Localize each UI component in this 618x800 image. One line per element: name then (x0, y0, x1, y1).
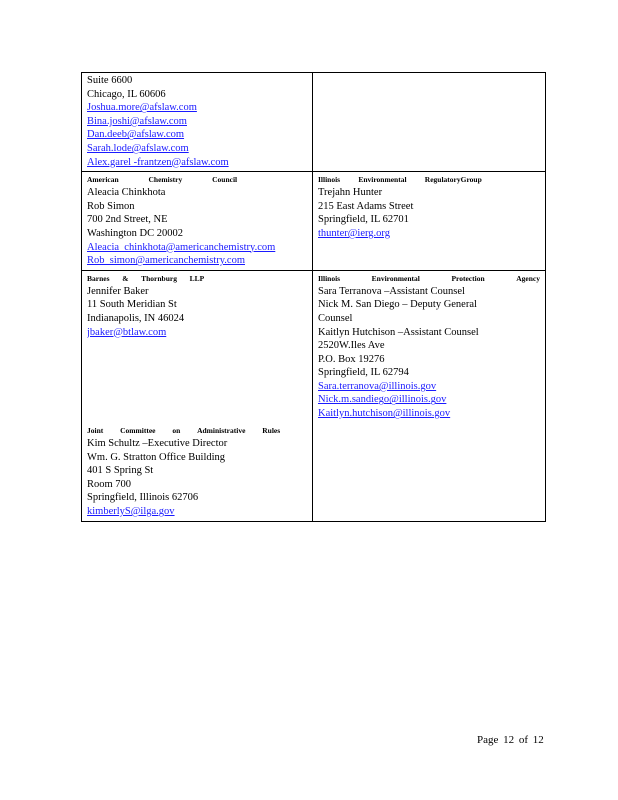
address-line: 700 2nd Street, NE (87, 214, 168, 226)
email-link[interactable]: thunter@ierg.org (318, 227, 390, 239)
address-line: P.O. Box 19276 (318, 353, 385, 365)
address-line: Suite 6600 (87, 75, 133, 86)
address-line: Springfield, IL 62794 (318, 367, 409, 379)
email-link[interactable]: Dan.deeb@afslaw.com (87, 129, 185, 141)
email-link[interactable]: kimberlyS@ilga.gov (87, 506, 175, 518)
email-link[interactable]: Sarah.lode@afslaw.com (87, 142, 189, 154)
service-entry-group (82, 270, 313, 521)
email-link[interactable]: Kaitlyn.hutchison@illinois.gov (318, 408, 451, 420)
contact-title: Counsel (318, 312, 353, 324)
table-row (82, 270, 546, 521)
service-entry-ierg (313, 172, 546, 271)
contact-name: Rob Simon (87, 200, 135, 212)
contact-name: Sara Terranova –Assistant Counsel (318, 285, 465, 297)
address-line: 215 East Adams Street (318, 200, 414, 212)
organization-name: Illinois Environmental Protection Agency (318, 273, 540, 283)
spacer (87, 339, 307, 424)
service-entry-acc (82, 172, 313, 271)
email-link[interactable]: Rob_simon@americanchemistry.com (87, 255, 245, 267)
service-entry-afs (82, 73, 313, 172)
address-line: 11 South Meridian St (87, 299, 177, 311)
empty-cell (313, 73, 546, 172)
contact-name: Trejahn Hunter (318, 187, 383, 199)
email-link[interactable]: Nick.m.sandiego@illinois.gov (318, 394, 447, 406)
service-list-table (81, 72, 546, 522)
address-line: Chicago, IL 60606 (87, 88, 166, 100)
email-link[interactable]: Alex.garel -frantzen@afslaw.com (87, 156, 229, 168)
organization-name: Barnes & Thornburg LLP (87, 273, 205, 283)
organization-name: American Chemistry Council (87, 175, 238, 185)
table-row (82, 172, 546, 271)
email-link[interactable]: Joshua.more@afslaw.com (87, 102, 197, 114)
page-number: Page 12 of 12 (477, 734, 544, 746)
address-line: Springfield, Illinois 62706 (87, 492, 199, 504)
contact-name: Nick M. San Diego – Deputy General (318, 299, 477, 311)
address-line: 2520W.Iles Ave (318, 340, 385, 352)
email-link[interactable]: Aleacia_chinkhota@americanchemistry.com (87, 241, 276, 253)
email-link[interactable]: Sara.terranova@illinois.gov (318, 380, 437, 392)
address-line: Wm. G. Stratton Office Building (87, 451, 226, 463)
service-entry-iepa (313, 270, 546, 521)
address-line: Washington DC 20002 (87, 227, 183, 239)
address-line: Indianapolis, IN 46024 (87, 312, 185, 324)
contact-name: Jennifer Baker (87, 285, 149, 297)
contact-name: Kaitlyn Hutchison –Assistant Counsel (318, 326, 479, 338)
address-line: 401 S Spring St (87, 465, 154, 477)
contact-name: Kim Schultz –Executive Director (87, 438, 228, 450)
contact-name: Aleacia Chinkhota (87, 187, 166, 199)
address-line: Springfield, IL 62701 (318, 214, 409, 226)
table-row (82, 73, 546, 172)
address-line: Room 700 (87, 478, 132, 490)
email-link[interactable]: jbaker@btlaw.com (87, 326, 167, 338)
organization-name: Illinois Environmental RegulatoryGroup (318, 175, 482, 185)
organization-name: Joint Committee on Administrative Rules (87, 426, 281, 436)
email-link[interactable]: Bina.joshi@afslaw.com (87, 115, 187, 127)
